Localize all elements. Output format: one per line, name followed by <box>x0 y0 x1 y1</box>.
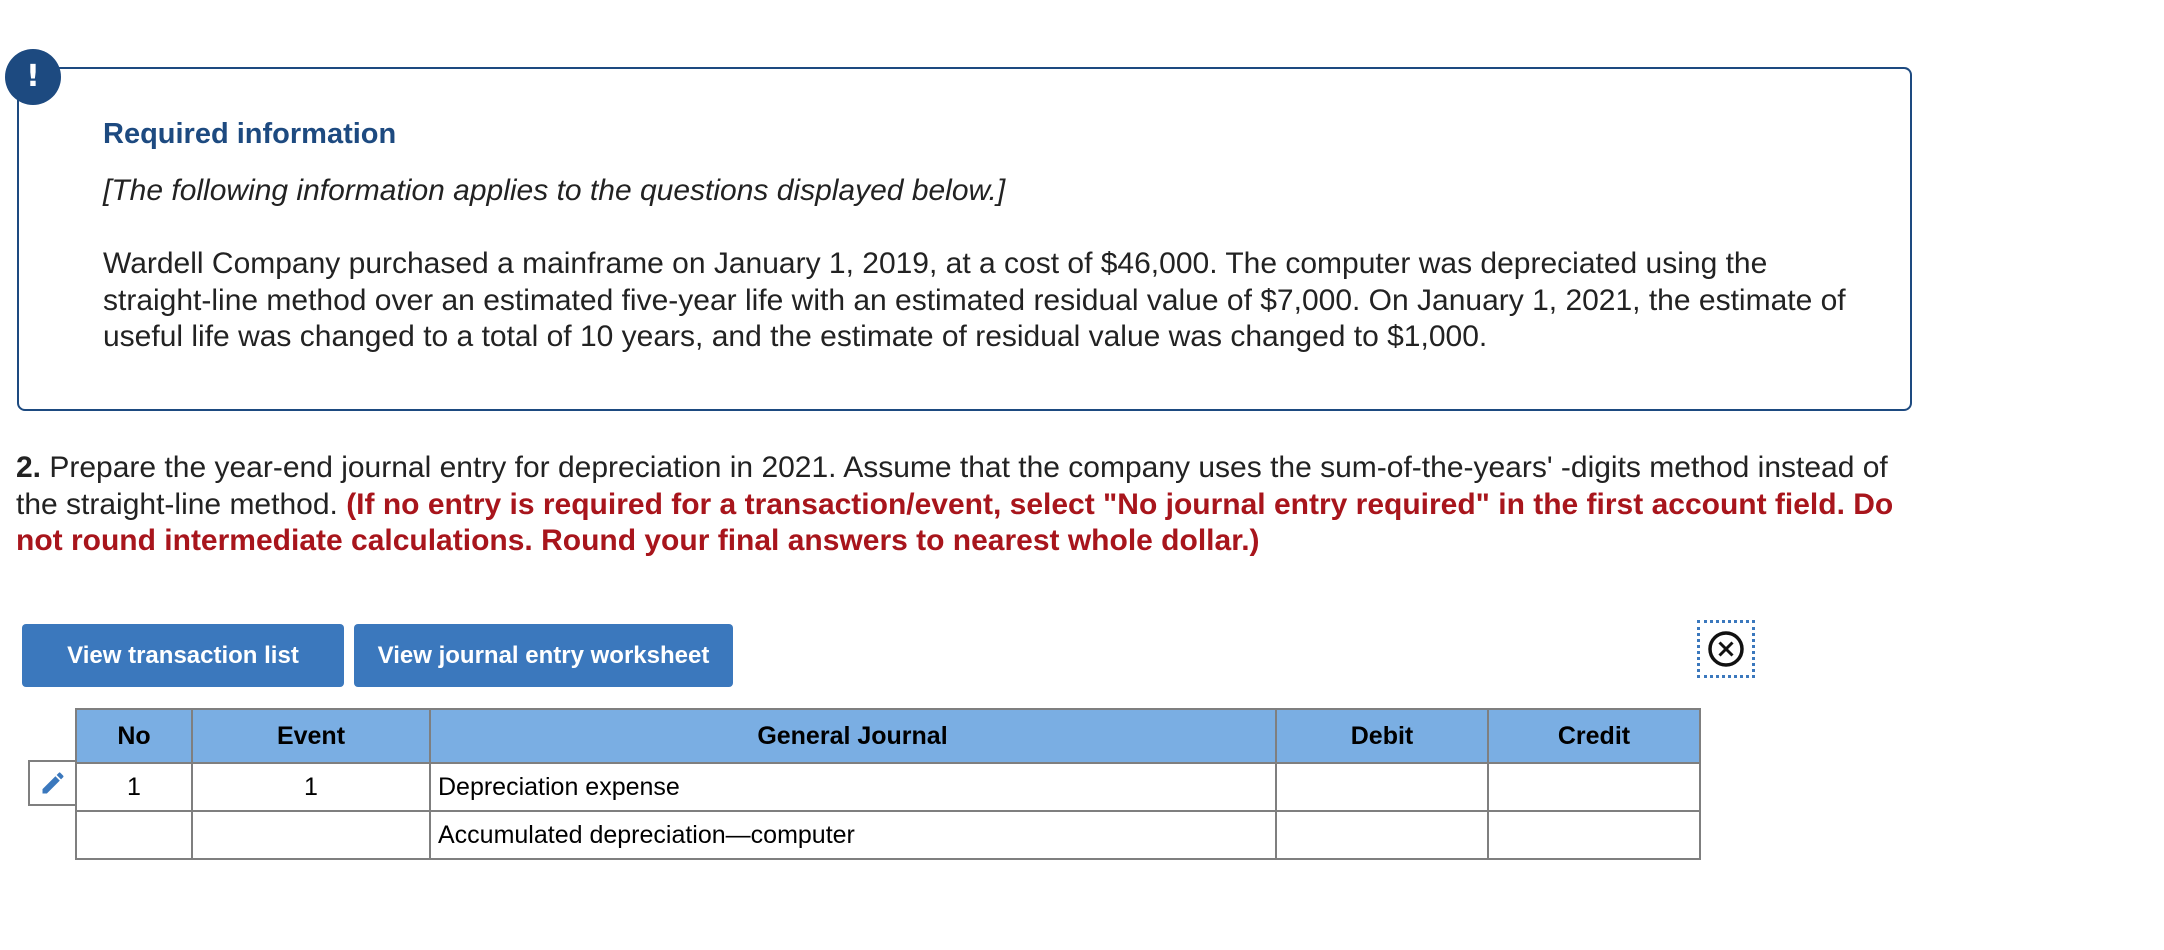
header-general-journal: General Journal <box>430 709 1276 763</box>
close-circle-icon <box>1706 629 1746 669</box>
cell-no: 1 <box>76 763 192 811</box>
cell-account: Depreciation expense <box>430 763 1276 811</box>
header-debit: Debit <box>1276 709 1488 763</box>
required-information-paragraph: Wardell Company purchased a mainframe on January 1, 2019, at a cost of $46,000. The computer was depreciated using the straight-line method over an estimated five-year life with an estimated residual value of $7,000. On January 1, 2021, the estimate of useful life was changed to a total of 10 years, and the estimate of residual value was changed to $1,000. <box>103 247 1846 353</box>
cell-credit <box>1488 763 1700 811</box>
table-row <box>76 811 1700 859</box>
cell-debit <box>1276 811 1488 859</box>
close-button[interactable] <box>1697 620 1755 678</box>
exclamation-icon: ! <box>5 49 61 105</box>
view-journal-entry-worksheet-button[interactable]: View journal entry worksheet <box>354 624 733 687</box>
cell-event <box>192 811 430 859</box>
question-instruction: (If no entry is required for a transaction/event, select "No journal entry required" in the first account field. Do not round intermediate calculations. Round your final answers to nearest whole dollar.) <box>16 487 1894 557</box>
cell-no <box>76 811 192 859</box>
header-no: No <box>76 709 192 763</box>
table-header-row <box>76 709 1700 763</box>
cell-debit <box>1276 763 1488 811</box>
question-number: 2. <box>16 451 42 484</box>
cell-account: Accumulated depreciation—computer <box>430 811 1276 859</box>
table-row <box>76 763 1700 811</box>
required-information-title: Required information <box>103 118 397 150</box>
general-journal-table <box>75 708 1701 860</box>
edit-entry-button[interactable] <box>28 760 75 806</box>
question-text <box>16 450 1896 560</box>
header-event: Event <box>192 709 430 763</box>
header-credit: Credit <box>1488 709 1700 763</box>
cell-event: 1 <box>192 763 430 811</box>
question-body: Prepare the year-end journal entry for depreciation in 2021. Assume that the company uses the sum-of-the-years' -digits method instead of the straight-line method. <box>16 451 1888 521</box>
pencil-icon <box>39 769 67 797</box>
required-information-intro: [The following information applies to the questions displayed below.] <box>103 174 1006 207</box>
cell-credit <box>1488 811 1700 859</box>
view-transaction-list-button[interactable]: View transaction list <box>22 624 344 687</box>
